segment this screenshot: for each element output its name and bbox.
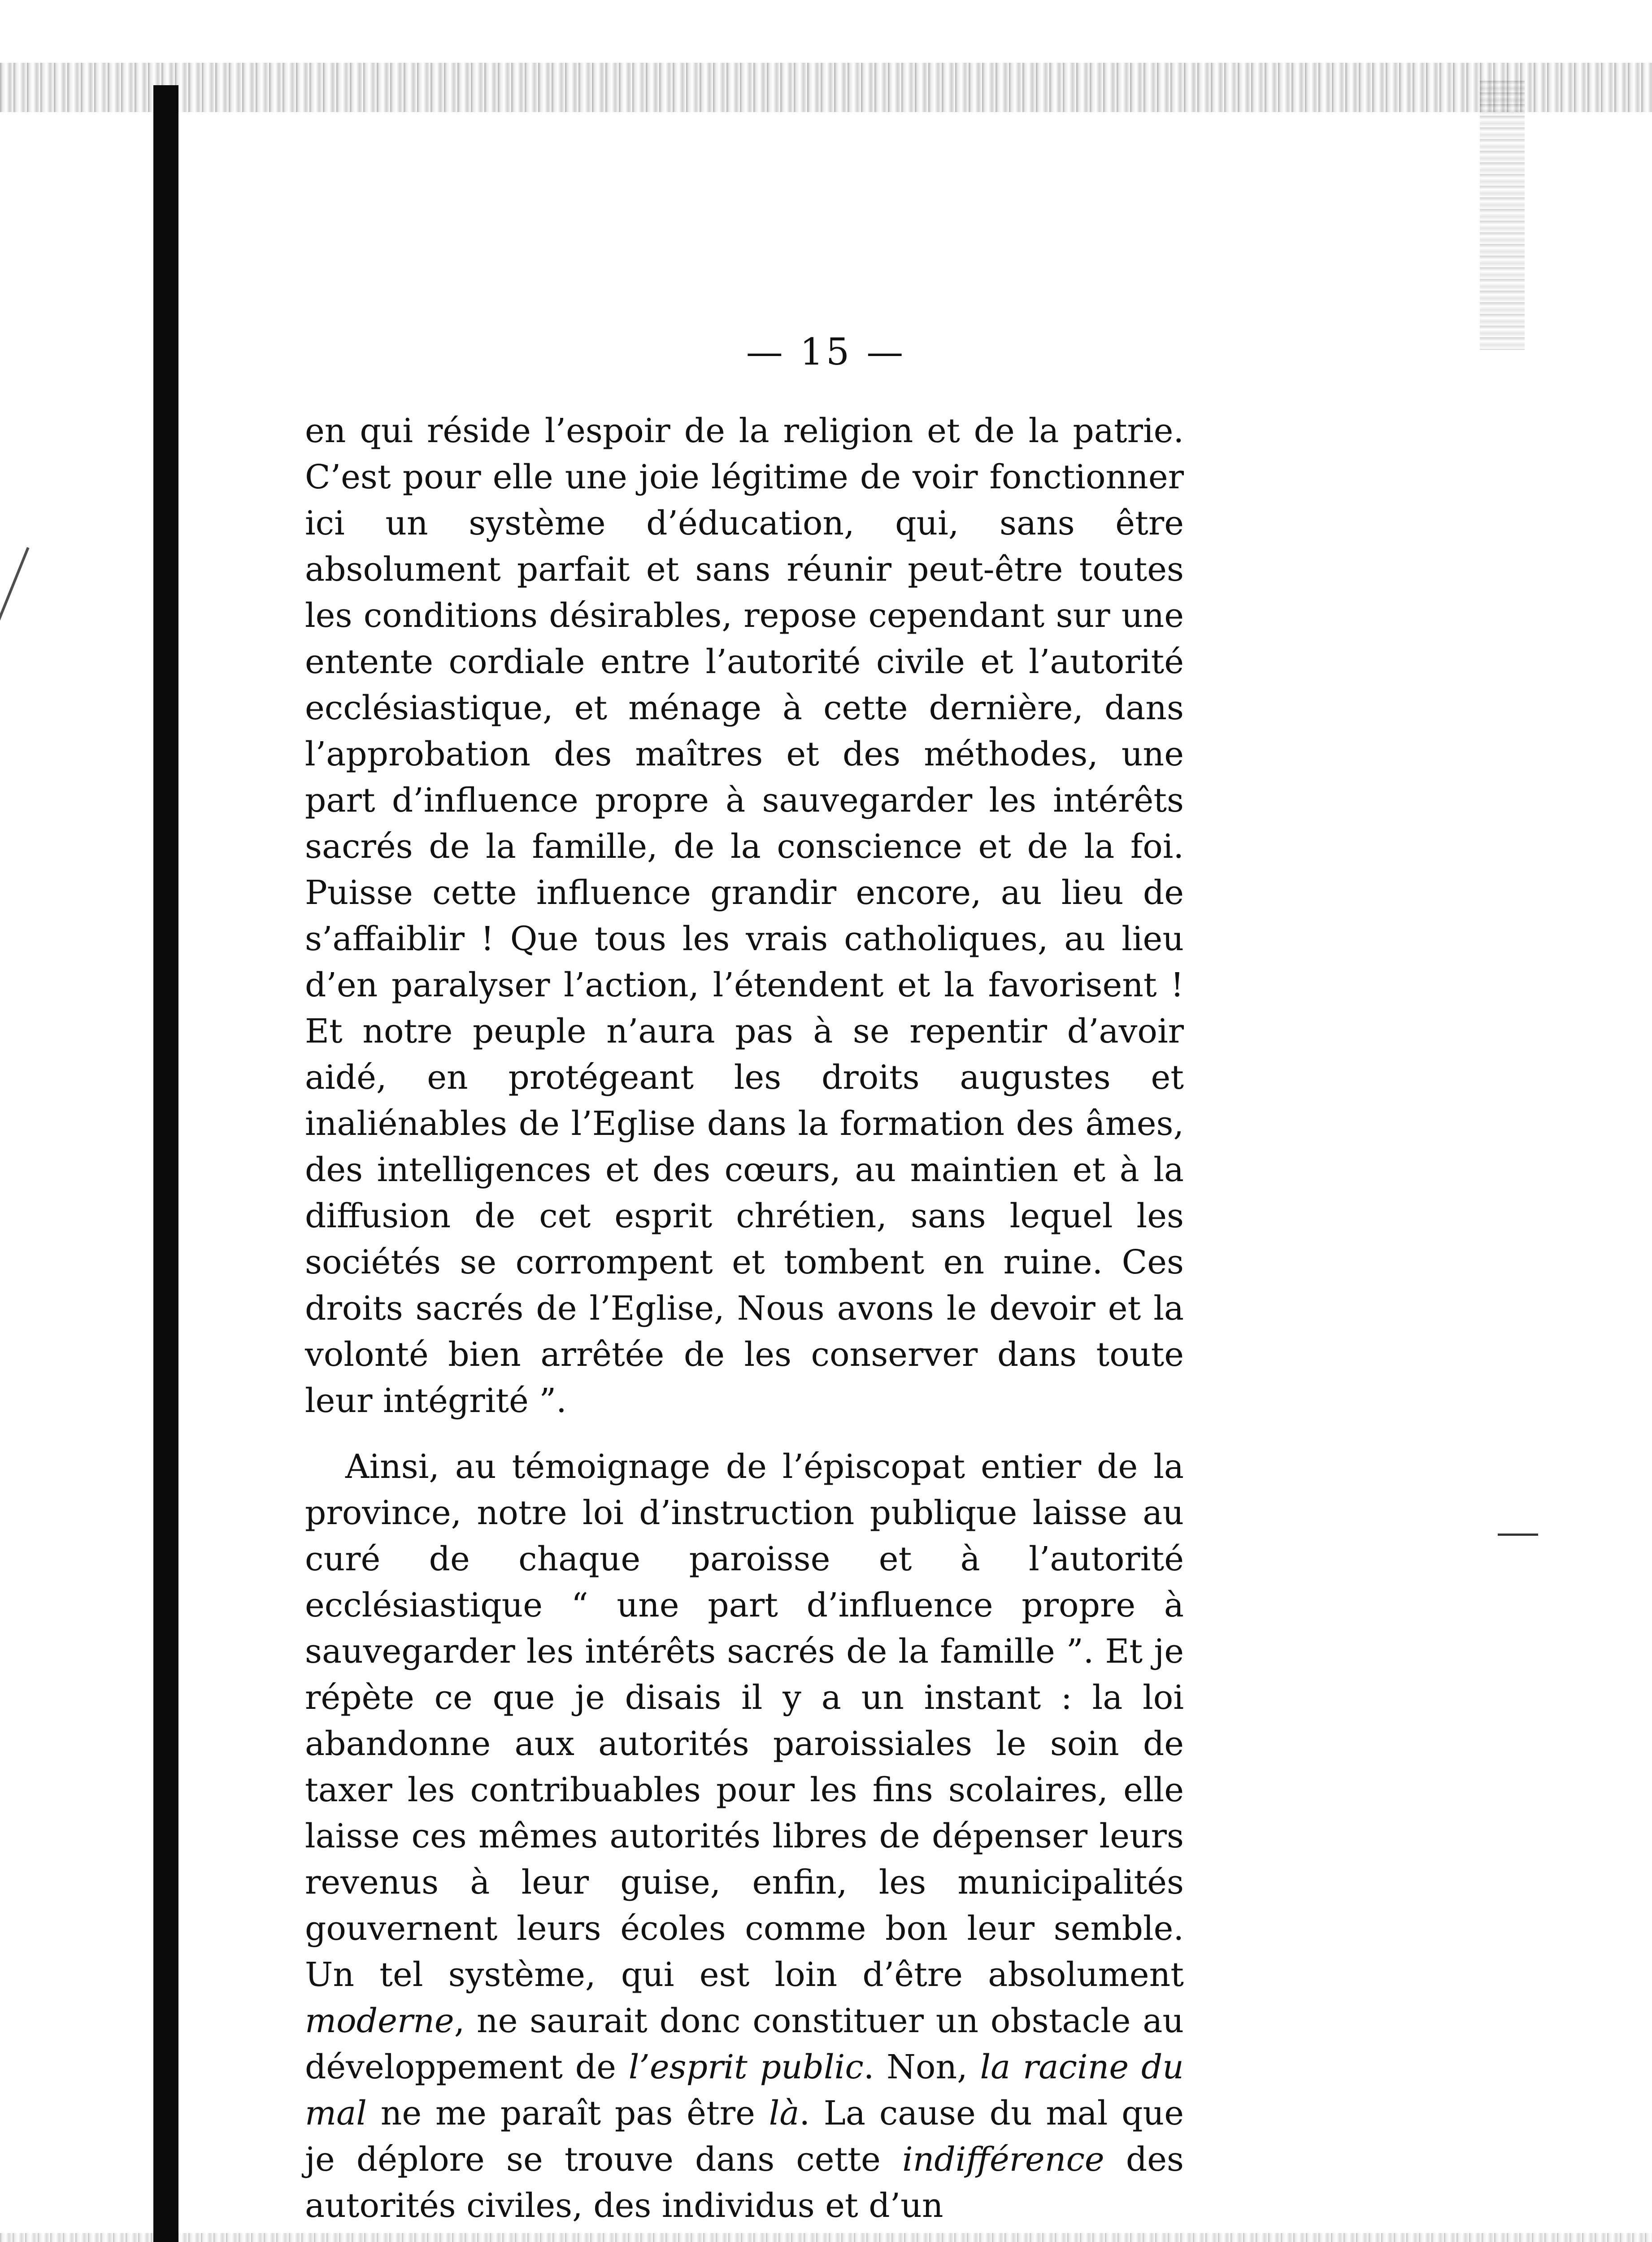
body-text: . La cause du mal que je déplore se trouve dans cette: [305, 2094, 1184, 2179]
body-text: ne me paraît pas être: [366, 2094, 769, 2133]
text-block: [305, 408, 1184, 2229]
margin-dash: [1498, 1534, 1538, 1536]
italic-text: là: [769, 2094, 800, 2133]
italic-text: l’esprit public: [628, 2048, 864, 2086]
margin-pencil-mark: [0, 547, 30, 698]
page-number: — 15 —: [746, 331, 906, 374]
italic-text: indifférence: [902, 2140, 1104, 2179]
paragraph-2: [305, 1444, 1184, 2229]
body-text: . Non,: [863, 2048, 980, 2086]
binding-bar: [153, 85, 178, 2242]
body-text: , ne saurait donc constituer un obstacle au développement de: [305, 2002, 1184, 2086]
paragraph-1: [305, 408, 1184, 1424]
body-text: des autorités civiles, des individus et d’un: [305, 2140, 1184, 2225]
scan-top-edge: [0, 63, 1652, 112]
body-text: en qui réside l’espoir de la religion et de la patrie. C’est pour elle une joie légitime de voir fonctionner ici un système d’éducation, qui, sans être absolument parfait et sans réunir peut-être toutes les conditions désirables, repose cependant sur une entente cordiale entre l’autorité civile et l’autorité ecclésiastique, et ménage à cette dernière, dans l’approbation des maîtres et des méthodes, une part d’influence propre à sauvegarder les intérêts sacrés de la famille, de la conscience et de la foi. Puisse cette influence grandir encore, au lieu de s’affaiblir ! Que tous les vrais catholiques, au lieu d’en paralyser l’action, l’étendent et la favorisent ! Et notre peuple n’aura pas à se repentir d’avoir aidé, en protégeant les droits augustes et inaliénables de l’Eglise dans la formation des âmes, des intelligences et des cœurs, au maintien et à la diffusion de cet esprit chrétien, sans lequel les sociétés se corrompent et tombent en ruine. Ces droits sacrés de l’Eglise, Nous avons le devoir et la volonté bien arrêtée de les conserver dans toute leur intégrité ”.: [305, 412, 1184, 1420]
scan-right-edge: [1480, 81, 1525, 350]
italic-text: moderne: [305, 2002, 454, 2040]
body-text: Ainsi, au témoignage de l’épiscopat entier de la province, notre loi d’instruction publique laisse au curé de chaque paroisse et à l’autorité ecclésiastique “ une part d’influence propre à sauvegarder les intérêts sacrés de la famille ”. Et je répète ce que je disais il y a un instant : la loi abandonne aux autorités paroissiales le soin de taxer les contribuables pour les fins scolaires, elle laisse ces mêmes autorités libres de dépenser leurs revenus à leur guise, enfin, les municipalités gouvernent leurs écoles comme bon leur semble. Un tel système, qui est loin d’être absolument: [305, 1447, 1184, 1994]
italic-text: la racine du mal: [305, 2048, 1184, 2133]
scan-bottom-edge: [0, 2233, 1652, 2242]
